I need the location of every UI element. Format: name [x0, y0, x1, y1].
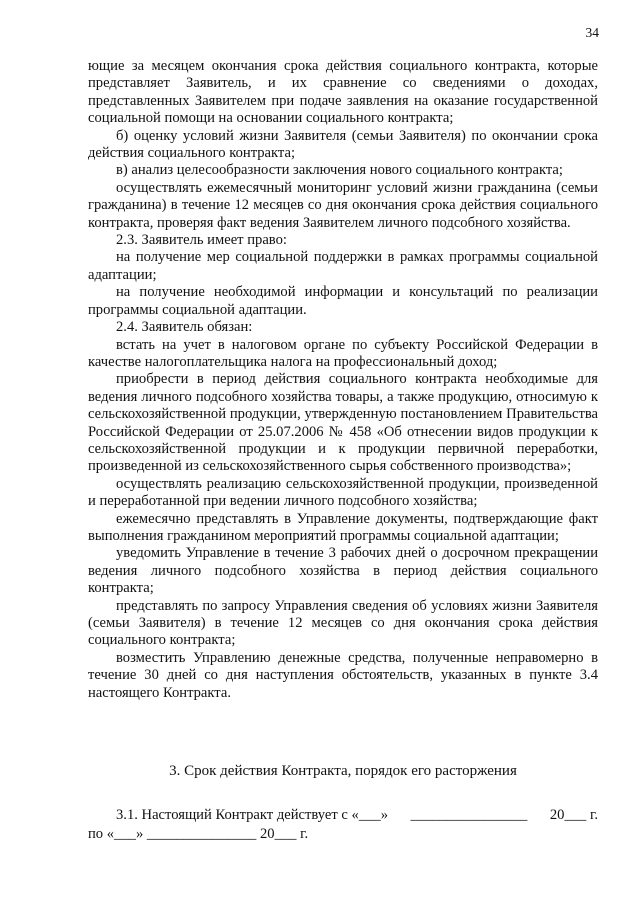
contract-term-start: 3.1. Настоящий Контракт действует с «___»: [116, 807, 389, 823]
page-number: 34: [585, 25, 599, 40]
paragraph: встать на учет в налоговом органе по субъекту Российской Федерации в качестве налогоплательщика налога на профессиональный доход;: [88, 336, 598, 370]
paragraph: ежемесячно представлять в Управление документы, подтверждающие факт выполнения гражданином мероприятий программы социальной адаптации;: [88, 510, 598, 544]
paragraph: возместить Управлению денежные средства, полученные неправомерно в течение 30 дней со дня наступления обстоятельств, указанных в пункте 3.4 настоящего Контракта.: [88, 649, 598, 701]
paragraph: в) анализ целесообразности заключения нового социального контракта;: [116, 162, 563, 179]
date-blank: ________________: [410, 807, 528, 823]
paragraph: ющие за месяцем окончания срока действия социального контракта, которые представляет Заявитель, и их сравнение со сведениями о доходах, представленных Заявителем при подаче заявления на оказание государственной социальной помощи на основании социального контракта;: [88, 58, 598, 127]
clause-heading: 2.3. Заявитель имеет право:: [116, 232, 287, 249]
paragraph: б) оценку условий жизни Заявителя (семьи Заявителя) по окончании срока действия социального контракта;: [88, 127, 598, 162]
paragraph: представлять по запросу Управления сведения об условиях жизни Заявителя (семьи Заявителя) в течение 12 месяцев со дня окончания срока действия социального контракта;: [88, 597, 598, 649]
paragraph: осуществлять реализацию сельскохозяйственной продукции, произведенной и переработанной при ведении личного подсобного хозяйства;: [88, 475, 598, 510]
year-blank: 20___ г.: [549, 807, 598, 823]
paragraph: на получение мер социальной поддержки в рамках программы социальной адаптации;: [88, 249, 598, 283]
contract-term: [88, 806, 598, 844]
contract-term-line-1: [88, 806, 598, 825]
contract-term-line-2: по «___» _______________ 20___ г.: [88, 826, 309, 842]
section-title: 3. Срок действия Контракта, порядок его расторжения: [169, 763, 517, 779]
clause-heading: 2.4. Заявитель обязан:: [116, 319, 253, 336]
paragraph: осуществлять ежемесячный мониторинг условий жизни гражданина (семьи гражданина) в течение 12 месяцев со дня окончания срока действия социального контракта, проверяя факт ведения Заявителем личного подсобного хозяйства.: [88, 179, 598, 231]
paragraph: на получение необходимой информации и консультаций по реализации программы социальной адаптации.: [88, 284, 598, 318]
contract-body: [88, 58, 598, 702]
paragraph: уведомить Управление в течение 3 рабочих дней о досрочном прекращении ведения личного подсобного хозяйства в период действия социального контракта;: [88, 545, 598, 597]
paragraph: приобрести в период действия социального контракта необходимые для ведения личного подсобного хозяйства товары, а также продукцию, относимую к сельскохозяйственной продукции, утвержденную постановлением Правительства Российской Федерации от 25.07.2006 № 458 «Об отнесении видов продукции к сельскохозяйственной продукции и к продукции первичной переработки, произведенной из сельскохозяйственного сырья собственного производства»;: [88, 371, 598, 475]
